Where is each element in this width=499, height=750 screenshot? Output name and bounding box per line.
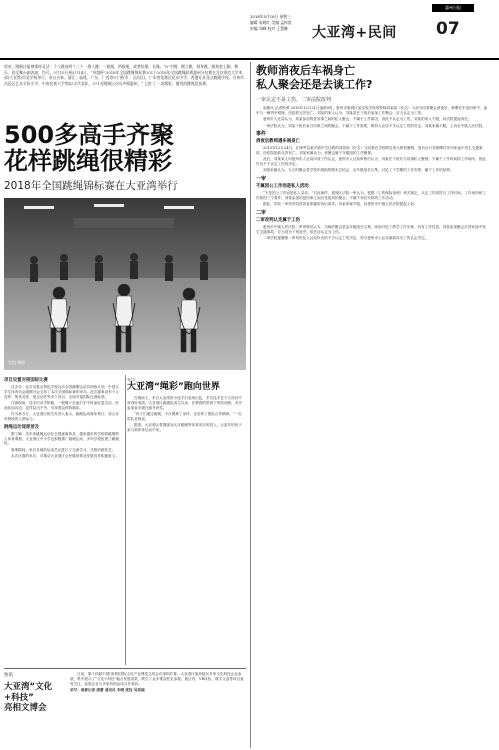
right-paragraph: 此后，刘某家人向惠州市人社局申请工伤认定，惠州市人社局审核后认为，刘某在下班后与同事私人聚餐，不属于工作时间和工作场所，因此作出不予认定工伤的决定。 bbox=[256, 157, 486, 167]
col2-paragraph: 据悉，大亚湾区将继续加大对跳绳等体育项目的投入，让更多的孩子参与到体育运动中来。 bbox=[127, 423, 242, 433]
column-divider bbox=[125, 375, 126, 665]
right-paragraph: 2015年12月24日，在博罗县某乡镇中学任教的刘老师（化名）与同事在学校附近的大排档聚餐，饭后自行驾驶摩托车回家途中发生交通事故，经医院抢救无效死亡。刘某家属认为，该聚会属于年级组的工作聚餐。 bbox=[256, 146, 483, 155]
main-headline bbox=[4, 123, 244, 175]
right-paragraph: 据此，法院一审判决驳回刘某家属的诉讼请求。刘某家属不服，向惠州市中级人民法院提起上诉。 bbox=[263, 202, 418, 207]
brief-paragraph: 日前，第十四届中国(深圳)国际文化产业博览交易会在深圳开幕，大亚湾区组织辖区多家文化科技企业参展，集中展示了“文化+科技”融合发展成果，吸引了众多观众驻足参观。展区内，VR体验、数字文创等项目备受关注，参展企业与多家机构达成合作意向。 bbox=[70, 672, 244, 686]
section-title: 大亚湾+民间 bbox=[312, 25, 397, 41]
col2-paragraph: 在赛场上，来自大亚湾的小选手们表现出色，多名选手在个人项目中获得好成绩。大亚湾区跳绳队成立以来，在教练的带领下刻苦训练，多次参加省市级比赛并获奖。 bbox=[127, 396, 242, 410]
right-article-body bbox=[256, 106, 488, 242]
column-divider bbox=[250, 62, 251, 748]
masthead-badge: 惠州日报 bbox=[432, 4, 474, 12]
right-paragraph: 一审法院认为，刘某下班后参与同事之间的聚会，不属于工作需要，维持人社局不予认定工伤的决定。刘某家属不服，上诉至中级人民法院。 bbox=[263, 123, 486, 128]
right-paragraph: 惠州市人社局认为，刘某参加的是同事之间的私人聚会，不属于工作原因，因此不认定为工伤。刘某的家人不服，向法院提起诉讼。 bbox=[263, 117, 472, 122]
brief-title-line-1: 大亚湾“文化+科技” bbox=[4, 682, 53, 703]
photo-caption: 吴凯 摄影 bbox=[8, 360, 26, 365]
section-tag-event: 事件 bbox=[256, 131, 267, 138]
col1-paragraph: 自去年，北京市重点特色学校启动全国跳绳运动员训练计划，中国大学生体育协会跳绳分会支持了本次全国锦标赛的举办。此次赛事设有个人花样、集体花样、规定动作等多个项目，全面对接国际比赛标准。 bbox=[4, 384, 119, 399]
headline-line-2: 花样跳绳很精彩 bbox=[4, 146, 172, 175]
col1-paragraph: 据了解，近年来跳绳运动在全国逐渐普及，越来越多的学校将跳绳纳入体育课程。大亚湾区中小学也积极推广跳绳运动，多所学校组建了跳绳队。 bbox=[4, 431, 119, 446]
col2-section-tag: 亮点 bbox=[127, 377, 135, 382]
right-paragraph: “不是因公工作而是私人活动。”对此案件，惠城区法院一审认为，根据《工伤保险条例》相关规定，认定工伤须符合工作时间、工作场所和工作原因三个要件。刘某参加的是同事之间自发组织的聚会，不属于单位安排的工作活动。 bbox=[256, 190, 486, 200]
col1-paragraph: 作为承办方，大亚湾区相关负责人表示，跳绳运动简单易行，适合各年龄段的人群参与。 bbox=[4, 412, 119, 421]
col1-paragraph: 本次比赛的举办，对推动大亚湾区全民健身事业发展具有积极意义。 bbox=[11, 454, 119, 459]
col1-section-head: 跳绳运动逐渐普及 bbox=[4, 424, 40, 430]
left-column-2 bbox=[127, 375, 245, 435]
brief-title-line-2: 亮相文博会 bbox=[4, 703, 47, 714]
col2-title: 大亚湾“绳彩”跑向世界 bbox=[127, 382, 220, 393]
main-subhead: 2018年全国跳绳锦标赛在大亚湾举行 bbox=[4, 180, 178, 192]
section-tag-first-trial: 一审 bbox=[256, 176, 267, 183]
col1-paragraph: 赛事期间，来自各地的运动员还进行了交流学习，互相切磋技艺。 bbox=[11, 447, 116, 452]
brief-body bbox=[70, 672, 246, 693]
left-column-1 bbox=[4, 375, 122, 461]
right-paragraph: 刘某家属认为，当天的聚会是学校年级组的期末总结会，由年级组长召集，讨论了下学期的工作安排，属于工作的延伸。 bbox=[263, 168, 454, 173]
col1-subhead: 项目设置对接国际比赛 bbox=[4, 378, 48, 383]
masthead-proof: 审编 刘峰 校对 王慧琳 bbox=[250, 26, 288, 32]
right-paragraph: 惠州市中级人民法院二审审理后认为，当晚的聚会是由年级组长召集，席间讨论了教学工作安排，具有工作性质，刘某参加聚会后回家途中发生交通事故，应当视为下班途中，依法应认定为工伤。 bbox=[256, 224, 486, 234]
right-headline-line-1: 教师消夜后车祸身亡 bbox=[256, 64, 355, 77]
col2-paragraph: “孩子们通过跳绳，不仅锻炼了身体，还培养了团队合作精神。”一位带队老师说。 bbox=[127, 412, 242, 422]
brief-rule bbox=[4, 668, 246, 669]
right-headline bbox=[256, 64, 488, 93]
section-title-event: 消夜后教师遇车祸身亡 bbox=[256, 139, 300, 145]
page-number: 07 bbox=[436, 19, 460, 39]
section-tag-second-trial: 二审 bbox=[256, 210, 267, 216]
col1-paragraph: 比赛现场，选手们身手矫健，一根绳子在他们手中时而轻盈灵动，时而疾如闪电，花样层出不穷，引得观众阵阵喝彩。 bbox=[4, 400, 119, 410]
section-title-first-trial: 不属因公工作而是私人活动 bbox=[256, 184, 309, 190]
right-byline: 南都讯 记者程勇 2015年12月21日凌晨0时，惠州市惠城区某实验学校的教师刘某某（化名）与部分同事聚会消夜后，骑摩托车返回家中，途中与一辆货车相撞，经抢救无效死亡。刘某的家人认为，刘某是在下班后参加工作聚会，应当认定为工伤。 bbox=[256, 106, 488, 115]
right-paragraph: 二审法院遂撤销一审判决及人社局作出的不予认定工伤决定，判令惠州市人社局重新作出工伤认定决定。 bbox=[263, 235, 429, 240]
event-photo bbox=[4, 198, 246, 370]
brief-tag: 快讯 bbox=[4, 673, 13, 678]
brief-title bbox=[4, 682, 64, 714]
headline-line-1: 500多高手齐聚 bbox=[4, 121, 175, 149]
intro-paragraph: 原来，跳绳还能够那样灵活：个人跳成两个三个一群人跳；一根绳，两根绳，或者铅绳、长绳；“8”字跳、侧立跳、倒身跳、跳和套土脚、舞乐、甚至舞台剧表演，均可。5月10日到5月14日，“卓越杯”2018年全国跳绳锦标赛2017-2018年全国跳绳联赛惠州分站赛在北京师范大学本部(大亚湾)实验学校举行，来自吉林、浙江、福建、广东、广西等9个省(市、自治区)，广东省花都区花东中学、香港专业花式跳绳学校、吉林市昌邑区艺术实验小学、中南民族大学等42支代表队，571名跳绳运动员齐聚惠州，“上演”了一场精彩、激烈的跳绳竞技赛。 bbox=[4, 64, 244, 86]
right-subhead: 一审认定不是工伤，二审法院改判 bbox=[256, 97, 332, 103]
brief-credit: 采写：南都记者 唐蕾 通讯员 李晓 张钰 吴柏瑞 bbox=[70, 688, 145, 693]
section-title-second-trial: 二审改判认定属于工伤 bbox=[256, 217, 300, 223]
masthead-rule bbox=[0, 58, 499, 60]
masthead-date: 2018年5月16日 星期三 bbox=[250, 14, 291, 19]
masthead-editors: 编辑 易晓红 美编 孟梓萱 bbox=[250, 20, 292, 26]
right-headline-line-2: 私人聚会还是去谈工作? bbox=[256, 78, 373, 92]
